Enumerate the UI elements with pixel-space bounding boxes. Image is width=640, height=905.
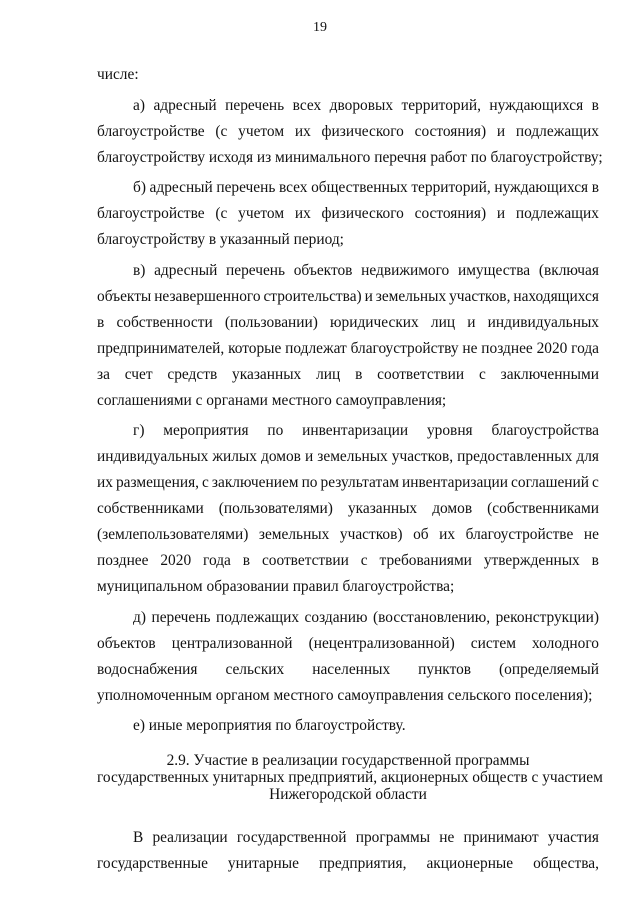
paragraph-line: В реализации государственной программы не принимают участия — [133, 828, 599, 846]
paragraph — [97, 62, 599, 88]
paragraph-line: числе: — [97, 66, 139, 83]
paragraph-line: а) адресный перечень всех дворовых территорий, нуждающихся в — [133, 96, 599, 114]
paragraph-line: благоустройству в указанный период; — [97, 231, 344, 248]
paragraph-line: д) перечень подлежащих созданию (восстановлению, реконструкции) — [133, 608, 599, 626]
paragraph-line: объекты незавершенного строительства) и земельных участков, находящихся — [97, 287, 599, 305]
paragraph — [97, 258, 599, 414]
paragraph — [97, 825, 599, 877]
paragraph-line: б) адресный перечень всех общественных территорий, нуждающихся в — [133, 179, 599, 196]
paragraph-line: водоснабжения сельских населенных пунктов (определяемый — [97, 660, 599, 678]
paragraph-line: муниципальном образовании правил благоустройства; — [97, 578, 455, 595]
paragraph-line: позднее 2020 года в соответствии с требованиями утвержденных в — [97, 552, 599, 569]
paragraph-line: в) адресный перечень объектов недвижимого имущества (включая — [133, 261, 599, 279]
paragraph-line: в собственности (пользовании) юридических лиц и индивидуальных — [97, 313, 599, 331]
paragraph-line: государственные унитарные предприятия, акционерные общества, — [97, 854, 599, 872]
document-body — [97, 62, 603, 877]
paragraph-line: е) иные мероприятия по благоустройству. — [133, 717, 406, 734]
paragraph-line: благоустройстве (с учетом их физического состояния) и подлежащих — [97, 122, 599, 140]
heading-line: 2.9. Участие в реализации государственной программы — [166, 751, 530, 769]
paragraph-line: за счет средств указанных лиц в соответствии с заключенными — [97, 365, 599, 383]
paragraph-line: (землепользователями) земельных участков) об их благоустройстве не — [97, 526, 599, 543]
paragraph-line: благоустройстве (с учетом их физического состояния) и подлежащих — [97, 205, 599, 222]
heading-line: Нижегородской области — [269, 785, 427, 803]
paragraph — [97, 175, 599, 253]
paragraph-line: объектов централизованной (нецентрализованной) систем холодного — [97, 634, 599, 652]
page-number: 19 — [313, 20, 327, 35]
paragraph-line: уполномоченным органом местного самоуправления сельского поселения); — [97, 686, 593, 704]
paragraph-line: предпринимателей, которые подлежат благоустройству не позднее 2020 года — [97, 339, 599, 357]
paragraph-line: собственниками (пользователями) указанных домов (собственниками — [97, 500, 599, 517]
paragraph-line: их размещения, с заключением по результатам инвентаризации соглашений с — [97, 474, 599, 491]
paragraph-line: соглашениями с органами местного самоуправления; — [97, 391, 447, 409]
paragraph — [97, 418, 599, 600]
paragraph-line: благоустройству исходя из минимального перечня работ по благоустройству; — [97, 148, 603, 166]
paragraph — [97, 605, 599, 709]
heading-line: государственных унитарных предприятий, акционерных обществ с участием — [97, 768, 603, 786]
paragraph — [97, 713, 599, 739]
section-heading — [97, 751, 603, 803]
paragraph-line: г) мероприятия по инвентаризации уровня благоустройства — [133, 422, 599, 439]
paragraph-line: индивидуальных жилых домов и земельных участков, предоставленных для — [97, 448, 599, 465]
paragraph — [97, 93, 603, 171]
